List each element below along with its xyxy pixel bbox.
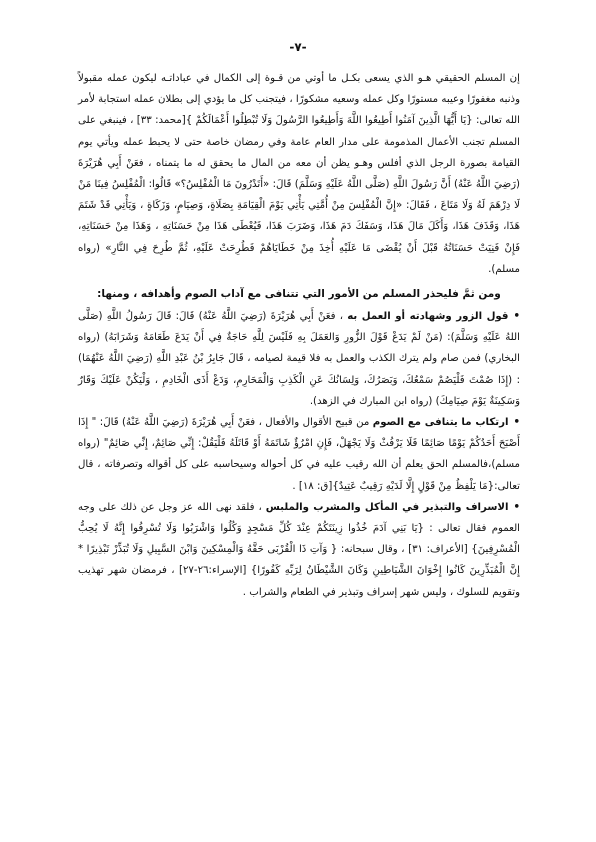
document-body <box>78 68 520 603</box>
list-item-lead: الاسراف والتبذير في المأكل والمشرب والملبس <box>265 501 509 513</box>
list-item-text: ، فلقد نهى الله عز وجل عن ذلك على وجه العموم فقال تعالى : {يَا بَنِي آدَمَ خُذُوا زِينَتَكُمْ عِنْدَ كُلِّ مَسْجِدٍ وَكُلُوا وَاشْرَبُوا وَلَا تُسْرِفُوا إِنَّهُ لَا يُحِبُّ الْمُسْرِفِينَ} [الأعراف: ٣١] ، وقال سبحانه: { وَآتِ ذَا الْقُرْبَى حَقَّهُ وَالْمِسْكِينَ وَابْنَ السَّبِيلِ وَلَا تُبَذِّرْ تَبْذِيرًا * إِنَّ الْمُبَذِّرِينَ كَانُوا إِخْوَانَ الشَّيَاطِينِ وَكَانَ الشَّيْطَانُ لِرَبِّهِ كَفُورًا} [الإسراء:٢٦-٢٧] ، فرمضان شهر تهذيب وتقويم للسلوك ، وليس شهر إسراف وتبذير في الطعام والشراب . <box>78 501 520 598</box>
section-heading: ومن ثمَّ فليحذر المسلم من الأمور التي تتنافى مع آداب الصوم وأهدافه ، ومنها: <box>97 288 501 301</box>
page-number: -٧- <box>289 40 307 54</box>
list-item <box>78 306 520 412</box>
bullet-icon: • <box>513 311 520 323</box>
intro-paragraph: إن المسلم الحقيقي هـو الذي يسعى بكـل ما أوتي من قـوة إلى الكمال في عباداتـه ليكون عمله مقبولاً وذنبه مغفورًا وعيبه مستورًا وكل عمله وسعيه مشكورًا ، فيتجنب كل ما يؤدي إلى بطلان عمله استجابة لأمر الله تعالى: {يَا أَيُّهَا الَّذِينَ آمَنُوا أَطِيعُوا اللَّهَ وَأَطِيعُوا الرَّسُولَ وَلَا تُبْطِلُوا أَعْمَالَكُمْ }[محمد: ٣٣] ، فينبغي على المسلم تجنب الأعمال المذمومة على مدار العام عامة وفي رمضان خاصة حتى لا يحبط عمله ويأتي يوم القيامة بصورة الرجل الذي أفلس وهـو يظن أن معه من المال ما يحقق له ما يتمناه ، فعَنْ أَبِي هُرَيْرَةَ (رَضِيَ اللَّهُ عَنْهُ) أَنَّ رَسُولَ اللَّهِ (صَلَّى اللَّهُ عَلَيْهِ وَسَلَّمَ) قَالَ: «أَتَدْرُونَ مَا الْمُفْلِسُ؟» قَالُوا: الْمُفْلِسُ فِينَا مَنْ لَا دِرْهَمَ لَهُ وَلَا مَتَاعَ ، فَقَالَ: «إِنَّ الْمُفْلِسَ مِنْ أُمَّتِي يَأْتِي يَوْمَ الْقِيَامَةِ بِصَلَاةٍ، وَصِيَامٍ، وَزَكَاةٍ ، وَيَأْتِي قَدْ شَتَمَ هَذَا، وَقَذَفَ هَذَا، وَأَكَلَ مَالَ هَذَا، وَسَفَكَ دَمَ هَذَا، وَضَرَبَ هَذَا، فَيُعْطَى هَذَا مِنْ حَسَنَاتِهِ ، وَهَذَا مِنْ حَسَنَاتِهِ، فَإِنْ فَنِيَتْ حَسَنَاتُهُ قَبْلَ أَنْ يُقْضَى مَا عَلَيْهِ أُخِذَ مِنْ خَطَايَاهُمْ فَطُرِحَتْ عَلَيْهِ، ثُمَّ طُرِحَ فِي النَّارِ» (رواه مسلم). <box>78 73 520 275</box>
list-item <box>78 412 520 497</box>
list-item <box>78 497 520 603</box>
bullet-icon: • <box>513 417 520 429</box>
list-item-text: ، فعَنْ أَبِي هُرَيْرَةَ (رَضِيَ اللَّهُ عَنْهُ) قَالَ: قَالَ رَسُولُ اللَّهِ (صَلَّى اللهُ عَلَيْهِ وَسَلَّمَ): (مَنْ لَمْ يَدَعْ قَوْلَ الزُّورِ وَالعَمَلَ بِهِ فَلَيْسَ لِلَّهِ حَاجَةٌ فِي أَنْ يَدَعَ طَعَامَهُ وَشَرَابَهُ) (رواه البخاري) فمن صام ولم يترك الكذب والعمل به فلا قيمة لصيامه ، قَالَ جَابِرُ بْنُ عَبْدِ اللَّهِ (رَضِيَ اللَّهُ عَنْهُمَا) : (إِذَا صُمْتَ فَلْيَصُمْ سَمْعُكَ، وَبَصَرُكَ، وَلِسَانُكَ عَنِ الْكَذِبِ وَالْمَحَارِمِ، وَدَعْ أَذَى الْخَادِمِ ، وَلْيَكُنْ عَلَيْكَ وَقَارٌ وَسَكِينَةٌ يَوْمَ صِيَامِكَ) (رواه ابن المبارك في الزهد). <box>78 311 520 407</box>
list-item-text: من قبيح الأقوال والأفعال ، فعَنْ أَبِي هُرَيْرَةَ (رَضِيَ اللَّهُ عَنْهُ) قَالَ: " إِذَا أَصْبَحَ أَحَدُكُمْ يَوْمًا صَائِمًا فَلَا يَرْفُثْ وَلَا يَجْهَلْ، فَإِنِ امْرُؤٌ شَاتَمَهُ أَوْ قَاتَلَهُ فَلْيَقُلْ: إِنِّي صَائِمٌ، إِنِّي صَائِمٌ" (رواه مسلم)،فالمسلم الحق يعلم أن الله رقيب عليه في كل أحواله وسيحاسبه على كل أقواله وتصرفاته ، قال تعالى:{مَا يَلْفِظُ مِنْ قَوْلٍ إِلَّا لَدَيْهِ رَقِيبٌ عَتِيدٌ}[ق: ١٨] . <box>78 417 520 492</box>
list-item-lead: ارتكاب ما يتنافى مع الصوم <box>372 417 509 429</box>
bullet-icon: • <box>513 501 520 513</box>
list-item-lead: قول الزور وشهادته أو العمل به <box>347 311 509 323</box>
